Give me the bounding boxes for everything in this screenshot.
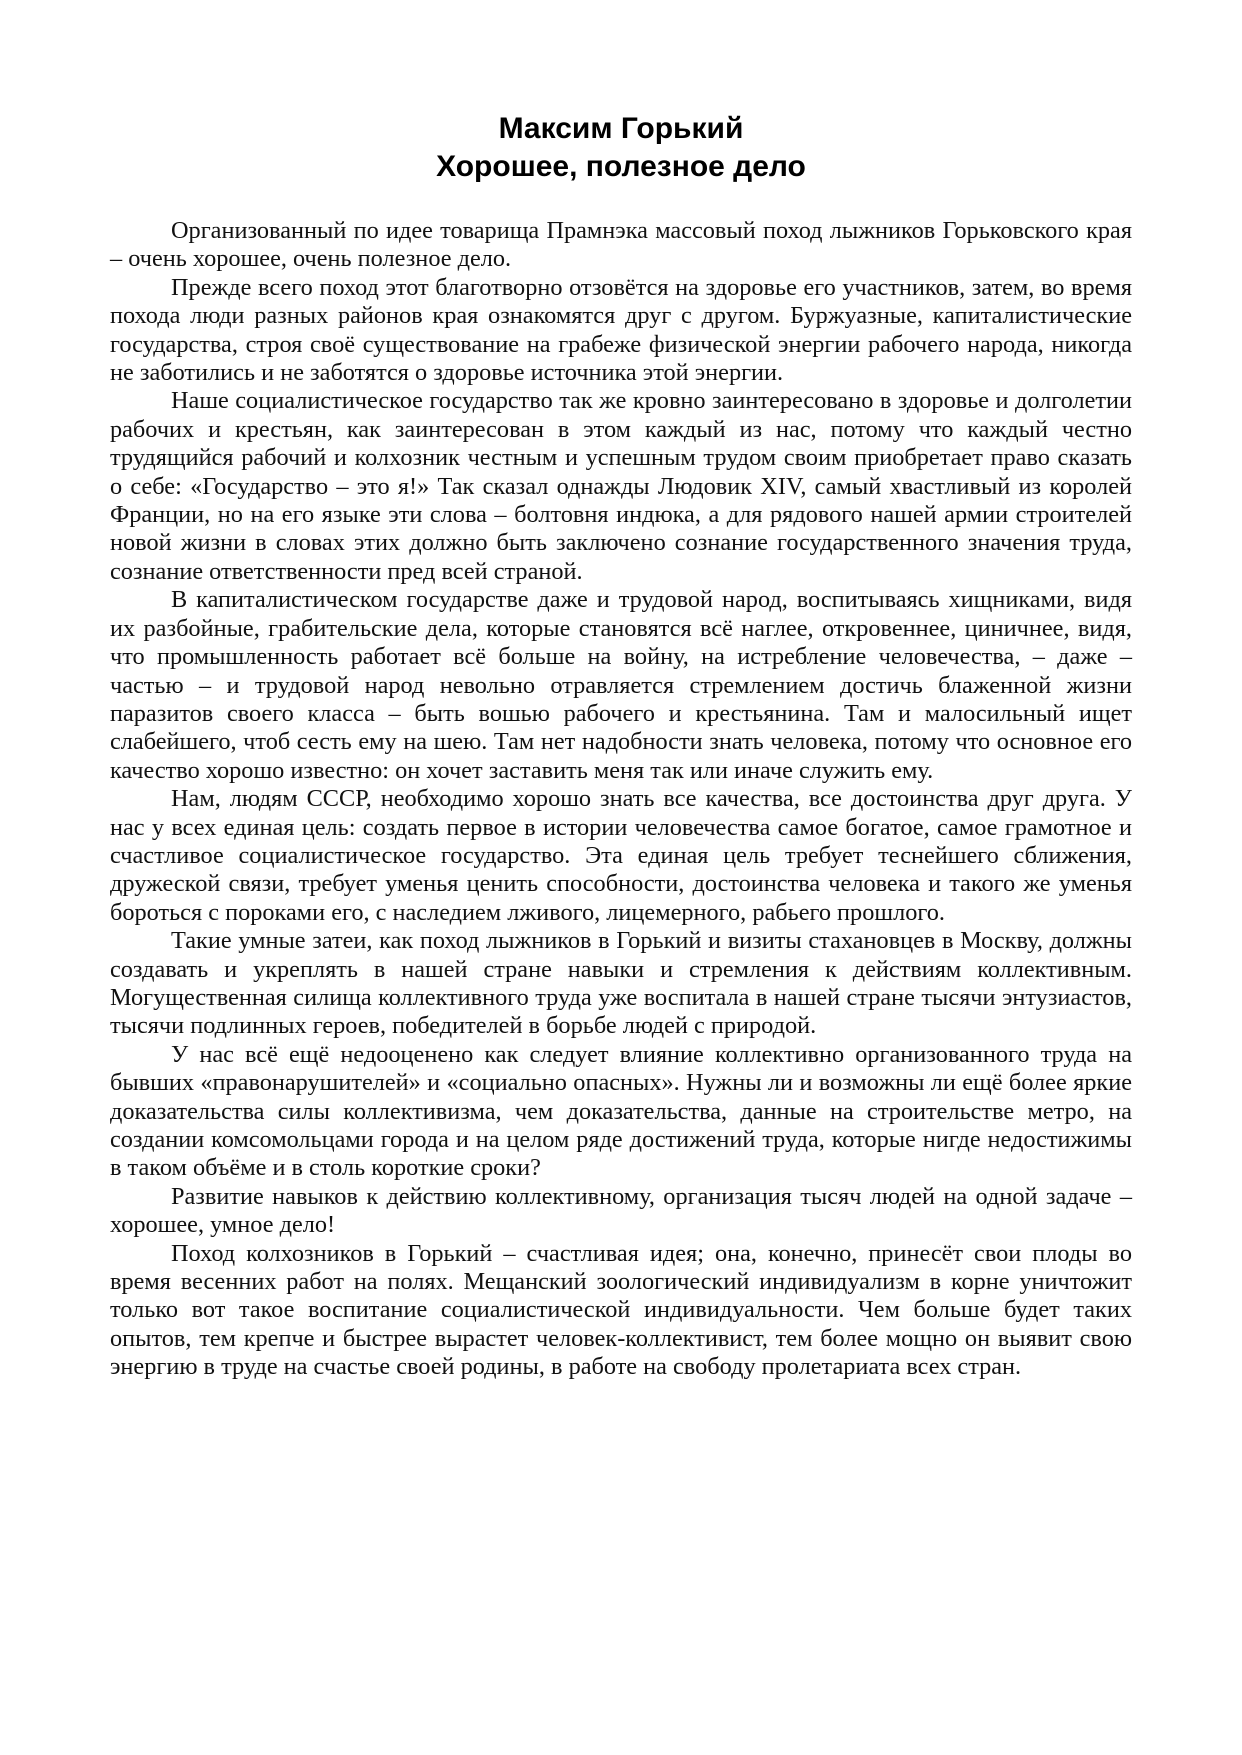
paragraph-7: У нас всё ещё недооценено как следует влияние коллективно организованного труда на бывших «правонарушителей» и «социально опасных». Нужны ли и возможны ли ещё более яркие доказательства силы коллективизма, чем доказательства, данные на строительстве метро, на создании комсомольцами города и на целом ряде достижений труда, которые нигде недостижимы в таком объёме и в столь короткие сроки? bbox=[110, 1040, 1132, 1182]
paragraph-2: Прежде всего поход этот благотворно отзовётся на здоровье его участников, затем, во время похода люди разных районов края ознакомятся друг с другом. Буржуазные, капиталистические государства, строя своё существование на грабеже физической энергии рабочего народа, никогда не заботились и не заботятся о здоровье источника этой энергии. bbox=[110, 273, 1132, 387]
document-body bbox=[110, 217, 1132, 1382]
paragraph-8: Развитие навыков к действию коллективному, организация тысяч людей на одной задаче – хорошее, умное дело! bbox=[110, 1182, 1132, 1239]
paragraph-1: Организованный по идее товарища Прамнэка массовый поход лыжников Горьковского края – очень хорошее, очень полезное дело. bbox=[110, 217, 1132, 273]
document-title: Хорошее, полезное дело bbox=[436, 150, 806, 183]
paragraph-6: Такие умные затеи, как поход лыжников в Горький и визиты стахановцев в Москву, должны создавать и укреплять в нашей стране навыки и стремления к действиям коллективным. Могущественная силища коллективного труда уже воспитала в нашей стране тысячи энтузиастов, тысячи подлинных героев, победителей в борьбе людей с природой. bbox=[110, 927, 1132, 1040]
author-name: Максим Горький bbox=[498, 112, 744, 145]
paragraph-4: В капиталистическом государстве даже и трудовой народ, воспитываясь хищниками, видя их разбойные, грабительские дела, которые становятся всё наглее, откровеннее, циничнее, видя, что промышленность работает всё больше на войну, на истребление человечества, – даже – частью – и трудовой народ невольно отравляется стремлением достичь блаженной жизни паразитов своего класса – быть вошью рабочего и крестьянина. Там и малосильный ищет слабейшего, чтоб сесть ему на шею. Там нет надобности знать человека, потому что основное его качество хорошо известно: он хочет заставить меня так или иначе служить ему. bbox=[110, 586, 1132, 784]
paragraph-3: Наше социалистическое государство так же кровно заинтересовано в здоровье и долголетии рабочих и крестьян, как заинтересован в этом каждый из нас, потому что каждый честно трудящийся рабочий и колхозник честным и успешным трудом своим приобретает право сказать о себе: «Государство – это я!» Так сказал однажды Людовик XIV, самый хвастливый из королей Франции, но на его языке эти слова – болтовня индюка, а для рядового нашей армии строителей новой жизни в словах этих должно быть заключено сознание государственного значения труда, сознание ответственности пред всей страной. bbox=[110, 387, 1132, 585]
paragraph-5: Нам, людям СССР, необходимо хорошо знать все качества, все достоинства друг друга. У нас у всех единая цель: создать первое в истории человечества самое богатое, самое грамотное и счастливое социалистическое государство. Эта единая цель требует теснейшего сближения, дружеской связи, требует уменья ценить способности, достоинства человека и такого же уменья бороться с пороками его, с наследием лживого, лицемерного, рабьего прошлого. bbox=[110, 785, 1132, 926]
title-block bbox=[0, 110, 1242, 186]
paragraph-9: Поход колхозников в Горький – счастливая идея; она, конечно, принесёт свои плоды во время весенних работ на полях. Мещанский зоологический индивидуализм в корне уничтожит только вот такое воспитание социалистической индивидуальности. Чем больше будет таких опытов, тем крепче и быстрее вырастет человек-коллективист, тем более мощно он выявит свою энергию в труде на счастье своей родины, в работе на свободу пролетариата всех стран. bbox=[110, 1239, 1132, 1381]
